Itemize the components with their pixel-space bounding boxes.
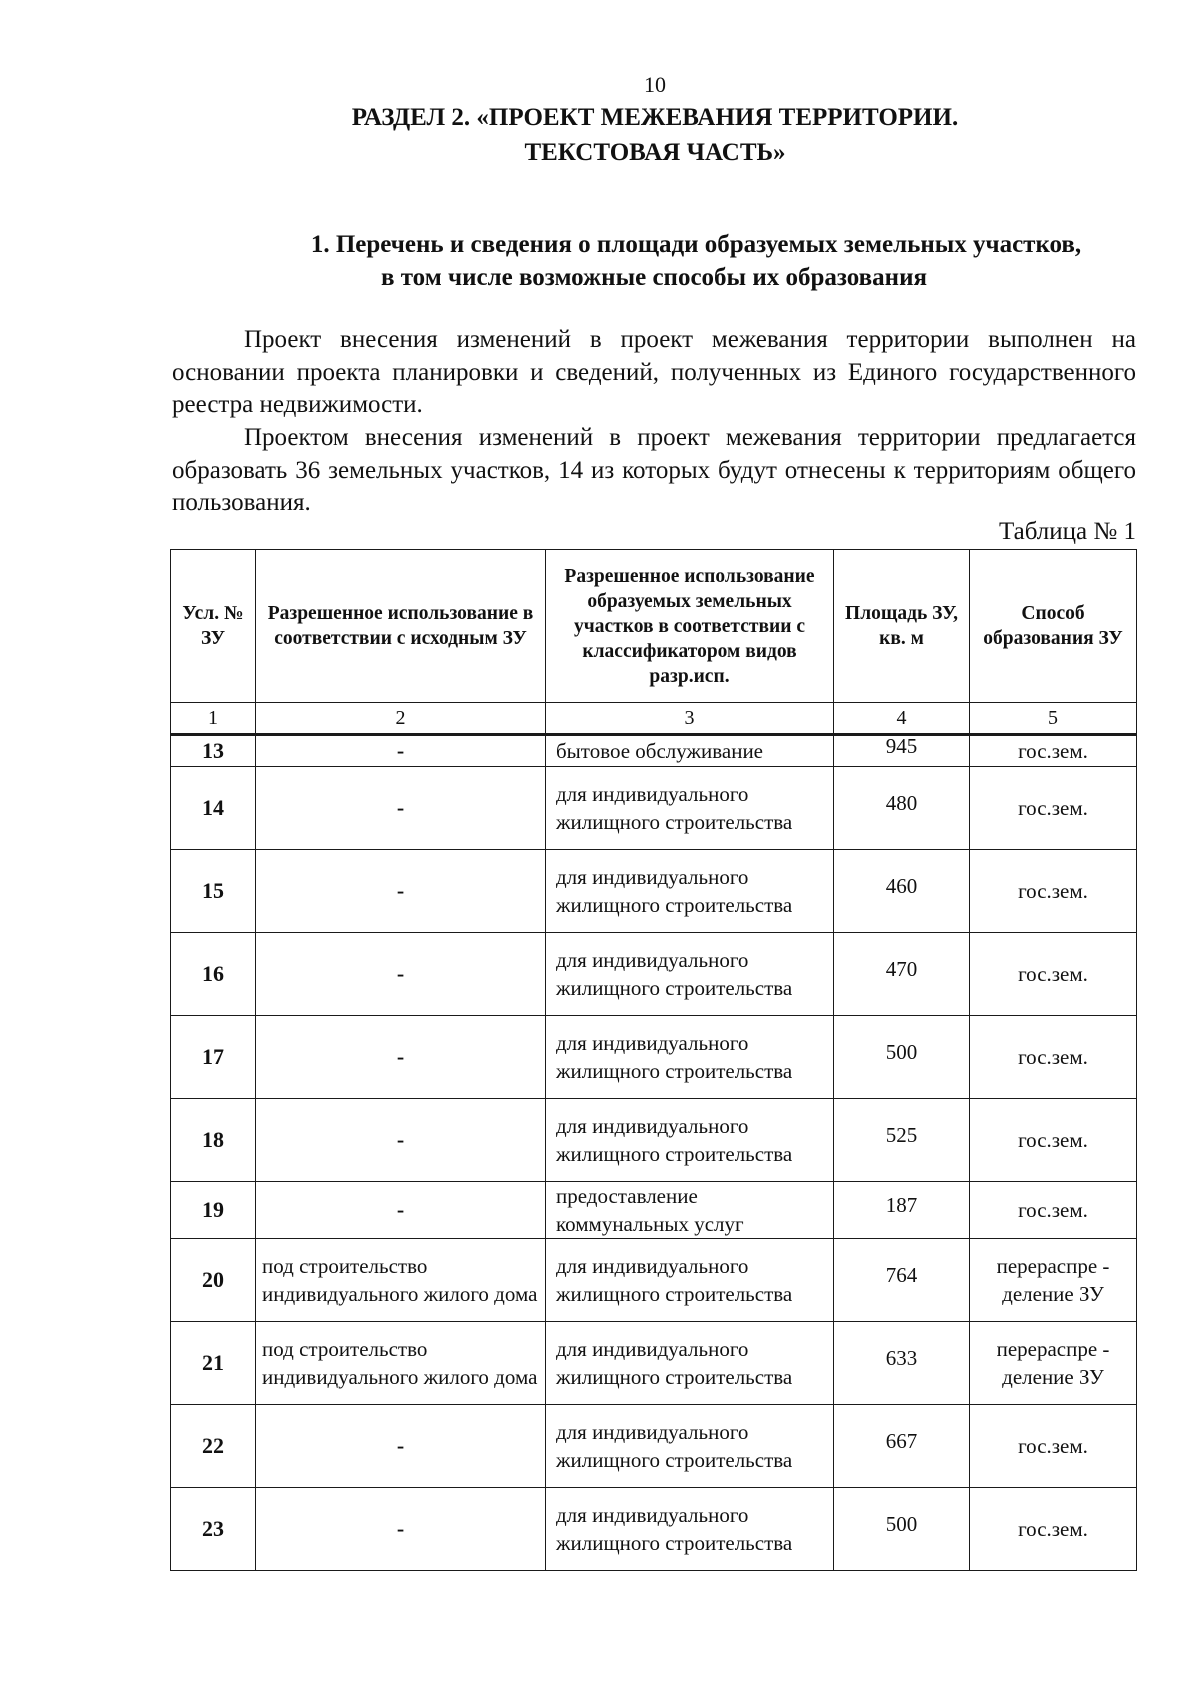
header-source-use: Разрешенное использование в соответствии с исходным ЗУ [256,550,546,703]
area-value: 525 [885,1122,918,1147]
cell-method: гос.зем. [970,1488,1137,1571]
header-method: Способ образования ЗУ [970,550,1137,703]
cell-area [834,1239,970,1322]
cell-classifier-use: для индивидуального жилищного строительства [546,767,834,850]
cell-classifier-use: для индивидуального жилищного строительства [546,1239,834,1322]
area-value: 460 [885,873,918,898]
cell-source-use: - [256,1182,546,1239]
column-number-row [171,703,1137,735]
section-title-line-2: ТЕКСТОВАЯ ЧАСТЬ» [524,139,786,166]
cell-source-use: под строительство индивидуального жилого дома [256,1322,546,1405]
header-classifier-use: Разрешенное использование образуемых земельных участков в соответствии с классификатором видов разр.исп. [546,550,834,703]
cell-source-use: - [256,735,546,767]
area-value: 667 [885,1428,918,1453]
cell-plot-number: 13 [171,735,256,767]
table-row [171,767,1137,850]
land-plots-table [170,549,1137,1571]
cell-source-use: - [256,767,546,850]
cell-plot-number: 17 [171,1016,256,1099]
cell-area [834,1405,970,1488]
cell-plot-number: 19 [171,1182,256,1239]
cell-classifier-use: бытовое обслуживание [546,735,834,767]
column-number: 2 [256,703,546,735]
section-title [0,100,1200,170]
area-value: 470 [885,956,918,981]
cell-plot-number: 21 [171,1322,256,1405]
table-row [171,1322,1137,1405]
table-row [171,933,1137,1016]
column-number: 3 [546,703,834,735]
column-number: 1 [171,703,256,735]
subsection-title-line-2: в том числе возможные способы их образования [380,264,927,291]
cell-source-use: - [256,850,546,933]
cell-plot-number: 20 [171,1239,256,1322]
cell-classifier-use: для индивидуального жилищного строительства [546,1322,834,1405]
cell-classifier-use: предоставление коммунальных услуг [546,1182,834,1239]
cell-method: перераспре - деление ЗУ [970,1239,1137,1322]
area-value: 764 [885,1262,918,1287]
column-number: 4 [834,703,970,735]
area-value: 480 [885,790,918,815]
cell-classifier-use: для индивидуального жилищного строительства [546,1099,834,1182]
cell-method: перераспре - деление ЗУ [970,1322,1137,1405]
table-row [171,1099,1137,1182]
page-number: 10 [644,72,666,97]
table-row [171,735,1137,767]
cell-area [834,1016,970,1099]
cell-plot-number: 16 [171,933,256,1016]
cell-classifier-use: для индивидуального жилищного строительства [546,1488,834,1571]
cell-source-use: - [256,1488,546,1571]
cell-classifier-use: для индивидуального жилищного строительства [546,933,834,1016]
cell-classifier-use: для индивидуального жилищного строительства [546,850,834,933]
cell-area [834,1488,970,1571]
cell-area [834,735,970,767]
area-value: 633 [885,1345,918,1370]
section-title-line-1: РАЗДЕЛ 2. «ПРОЕКТ МЕЖЕВАНИЯ ТЕРРИТОРИИ. [351,104,959,131]
table-row [171,1016,1137,1099]
cell-plot-number: 23 [171,1488,256,1571]
area-value: 500 [885,1511,918,1536]
area-value: 187 [885,1192,918,1217]
paragraph-2: Проектом внесения изменений в проект межевания территории предлагается образовать 36 земельных участков, 14 из которых будут отнесены к территориям общего пользования. [172,424,1136,516]
cell-method: гос.зем. [970,1099,1137,1182]
table-row [171,1488,1137,1571]
table-caption: Таблица № 1 [998,518,1136,545]
cell-method: гос.зем. [970,850,1137,933]
cell-method: гос.зем. [970,933,1137,1016]
cell-area [834,1182,970,1239]
cell-classifier-use: для индивидуального жилищного строительства [546,1016,834,1099]
table-row [171,850,1137,933]
table-row [171,1405,1137,1488]
header-area: Площадь ЗУ, кв. м [834,550,970,703]
table-row [171,1182,1137,1239]
cell-source-use: под строительство индивидуального жилого дома [256,1239,546,1322]
cell-plot-number: 14 [171,767,256,850]
cell-plot-number: 15 [171,850,256,933]
area-value: 500 [885,1039,918,1064]
cell-area [834,767,970,850]
cell-source-use: - [256,933,546,1016]
cell-source-use: - [256,1099,546,1182]
cell-method: гос.зем. [970,767,1137,850]
paragraph-1: Проект внесения изменений в проект межевания территории выполнен на основании проекта планировки и сведений, полученных из Единого государственного реестра недвижимости. [172,326,1136,418]
cell-plot-number: 22 [171,1405,256,1488]
table-header-row [171,550,1137,703]
cell-area [834,1322,970,1405]
subsection-title [172,228,1136,294]
cell-area [834,850,970,933]
cell-method: гос.зем. [970,1016,1137,1099]
cell-area [834,933,970,1016]
subsection-title-line-1: 1. Перечень и сведения о площади образуемых земельных участков, [310,231,1082,258]
cell-source-use: - [256,1405,546,1488]
area-value: 945 [885,733,918,758]
cell-source-use: - [256,1016,546,1099]
header-plot-number: Усл. № ЗУ [171,550,256,703]
cell-method: гос.зем. [970,735,1137,767]
column-number: 5 [970,703,1137,735]
cell-method: гос.зем. [970,1405,1137,1488]
cell-classifier-use: для индивидуального жилищного строительства [546,1405,834,1488]
cell-area [834,1099,970,1182]
cell-plot-number: 18 [171,1099,256,1182]
table-row [171,1239,1137,1322]
cell-method: гос.зем. [970,1182,1137,1239]
